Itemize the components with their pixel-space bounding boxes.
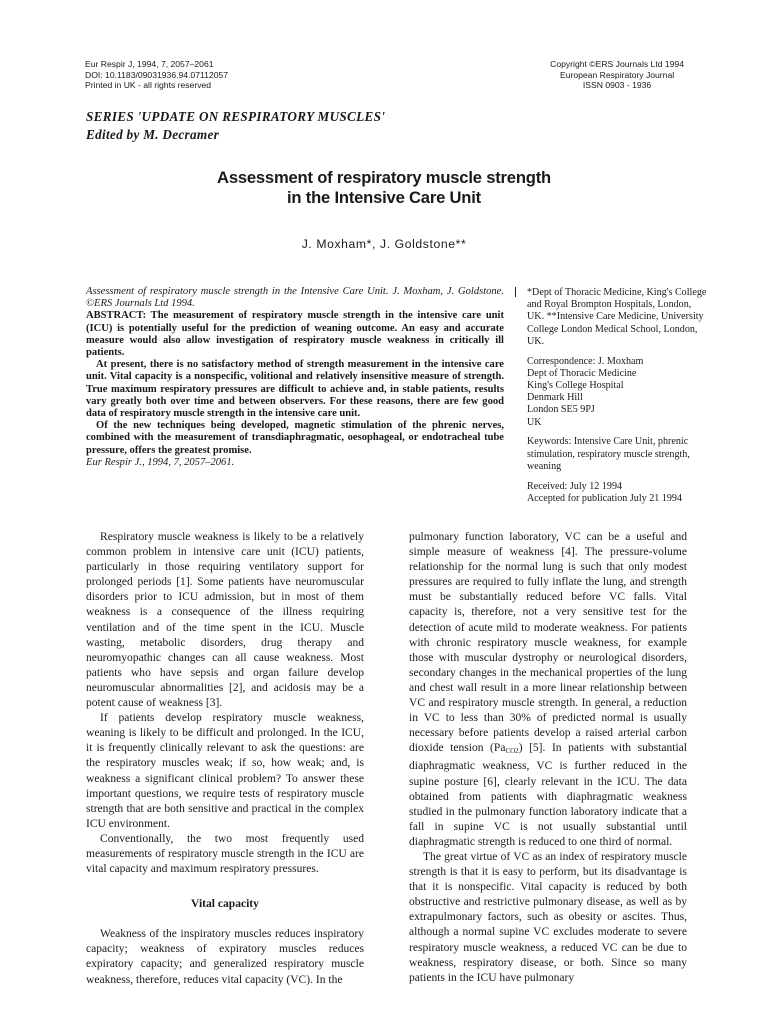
abstract-paragraph-1: ABSTRACT: The measurement of respiratory muscle strength in the intensive care unit (ICU) is potentially useful for the prediction of weaning outcome. An easy and accurate measure would also allow investigation of respiratory muscle weakness in critically ill patients. (86, 310, 504, 359)
body-paragraph (409, 530, 687, 850)
header-copyright: Copyright ©ERS Journals Ltd 1994 (550, 59, 684, 69)
body-text: ) [5]. In patients with substantial diaphragmatic weakness, VC is further reduced in the supine posture [6], clearly relevant in the ICU. The data obtained from patients with diaphragmatic weakness studied in the pulmonary function laboratory indicate that a fall in supine VC is not usually substantial until diaphragmatic strength is reduced to one third of normal. (409, 742, 687, 848)
author-list: J. Moxham*, J. Goldstone** (301, 237, 467, 251)
body-column-right (409, 530, 687, 986)
body-paragraph: Weakness of the inspiratory muscles reduces inspiratory capacity; weakness of expiratory muscles reduces expiratory capacity; and generalized respiratory muscle weakness, therefore, reduces vital capacity (VC). In the (86, 928, 364, 986)
correspondence-line: London SE5 9PJ (527, 404, 595, 416)
header-citation: Eur Respir J, 1994, 7, 2057–2061 (85, 59, 214, 69)
abstract-reference: Eur Respir J., 1994, 7, 2057–2061. (86, 456, 235, 468)
title-line-2: in the Intensive Care Unit (287, 188, 481, 207)
title-line-1: Assessment of respiratory muscle strength (217, 168, 551, 187)
series-title (86, 108, 385, 143)
publication-dates (527, 481, 703, 505)
received-date: Received: July 12 1994 (527, 480, 623, 492)
series-editor: Edited by M. Decramer (86, 126, 220, 142)
affiliation-line: UK. **Intensive Care Medicine, University (527, 311, 704, 323)
correspondence-line: Denmark Hill (527, 392, 583, 404)
sidebar-rule (515, 287, 516, 297)
abstract-paragraph-2: At present, there is no satisfactory method of strength measurement in the intensive care unit. Vital capacity is a nonspecific, volitional and relatively insensitive measure of strength. True maximum respiratory pressures are difficult to achieve and, in stable patients, results vary greatly both over time and between observers. For these reasons, there are few good data of respiratory muscle strength in the intensive care unit. (86, 359, 504, 420)
abstract (86, 286, 504, 469)
affiliations (527, 287, 707, 348)
journal-header-right (550, 59, 684, 91)
keywords-line: stimulation, respiratory muscle strength, (527, 448, 690, 460)
body-paragraph: The great virtue of VC as an index of respiratory muscle strength is that it is easy to perform, but its disadvantage is that it is nonspecific. Vital capacity is reduced by both obstructive and restrictive pulmonary disease, as well as by extrapulmonary factors, such as obesity or ascites. Thus, although a normal supine VC excludes moderate to severe respiratory muscle weakness, a reduced VC can be due to weakness, respiratory disease, or both. Since so many patients in the ICU have pulmonary (409, 850, 687, 984)
correspondence-line: UK (527, 416, 542, 428)
affiliation-line: UK. (527, 335, 545, 347)
correspondence-line: Dept of Thoracic Medicine (527, 367, 637, 379)
journal-header-left (85, 59, 228, 91)
article-title (0, 168, 768, 208)
header-journal-name: European Respiratory Journal (559, 69, 675, 80)
accepted-date: Accepted for publication July 21 1994 (527, 492, 683, 504)
keywords-line: Keywords: Intensive Care Unit, phrenic (527, 436, 689, 448)
abstract-paragraph-3: Of the new techniques being developed, magnetic stimulation of the phrenic nerves, combined with the measurement of transdiaphragmatic, oesophageal, or endotracheal tube pressure, offers the greatest promise. (86, 420, 504, 456)
body-paragraph: Conventionally, the two most frequently used measurements of respiratory muscle strength in the ICU are vital capacity and maximum respiratory pressures. (86, 832, 364, 876)
pco2-subscript: CO2 (505, 747, 519, 756)
correspondence (527, 356, 703, 429)
keywords-line: weaning (527, 460, 562, 472)
affiliation-line: and Royal Brompton Hospitals, London, (527, 299, 692, 311)
header-doi: DOI: 10.1183/09031936.94.07112057 (85, 69, 229, 80)
affiliation-line: College London Medical School, London, (527, 323, 698, 335)
header-printed: Printed in UK - all rights reserved (85, 80, 212, 91)
series-name: SERIES 'UPDATE ON RESPIRATORY MUSCLES' (86, 109, 386, 124)
body-paragraph: Respiratory muscle weakness is likely to be a relatively common problem in intensive care unit (ICU) patients, particularly in those requiring ventilatory support for prolonged periods [1]. Some patients have neuromuscular disorders prior to ICU admission, but in most of them weakness is a consequence of the illness requiring ventilation and of the time spent in the ICU. Muscle wasting, metabolic disorders, drug therapy and neuromyopathic changes can all cause weakness. Most patients who have sepsis and organ failure develop neuromuscular abnormalities [2], and acidosis may be a potent cause of weakness [3]. (86, 531, 364, 710)
abstract-citation: Assessment of respiratory muscle strength in the Intensive Care Unit. J. Moxham, J. Goldstone. ©ERS Journals Ltd 1994. (86, 286, 504, 310)
section-heading-vital-capacity: Vital capacity (191, 898, 259, 911)
correspondence-line: King's College Hospital (527, 380, 624, 392)
header-issn: ISSN 0903 - 1936 (582, 80, 652, 91)
affiliation-line: *Dept of Thoracic Medicine, King's College (527, 287, 707, 298)
article-sidebar (527, 287, 707, 505)
body-paragraph: If patients develop respiratory muscle weakness, weaning is likely to be difficult and prolonged. In the ICU, it is frequently clinically relevant to ask the questions: are the respiratory muscles weak; if so, how weak; and, is weakness a significant clinical problem? To answer these important questions, we require tests of respiratory muscle strength that are both sensitive and practical in the complex ICU environment. (86, 712, 364, 830)
correspondence-line: Correspondence: J. Moxham (527, 355, 644, 367)
body-text: pulmonary function laboratory, VC can be a useful and simple measure of weakness [4]. The pressure-volume relationship for the normal lung is such that only modest pressures are required to fully inflate the lung, and strength must be substantially reduced before VC falls. Vital capacity is, therefore, not a very sensitive test for the detection of acute mild to moderate weakness. For patients with chronic respiratory muscle weakness, for example those with muscular dystrophy or neurological disorders, secondary changes in the mechanical properties of the lung and chest wall result in a more linear relationship between VC and respiratory muscle strength. In general, a reduction in VC to less than 30% of predicted normal is usually necessary before patients develop a raised arterial carbon dioxide tension (Pa (409, 531, 687, 755)
body-column-left (86, 530, 364, 988)
keywords (527, 436, 703, 473)
